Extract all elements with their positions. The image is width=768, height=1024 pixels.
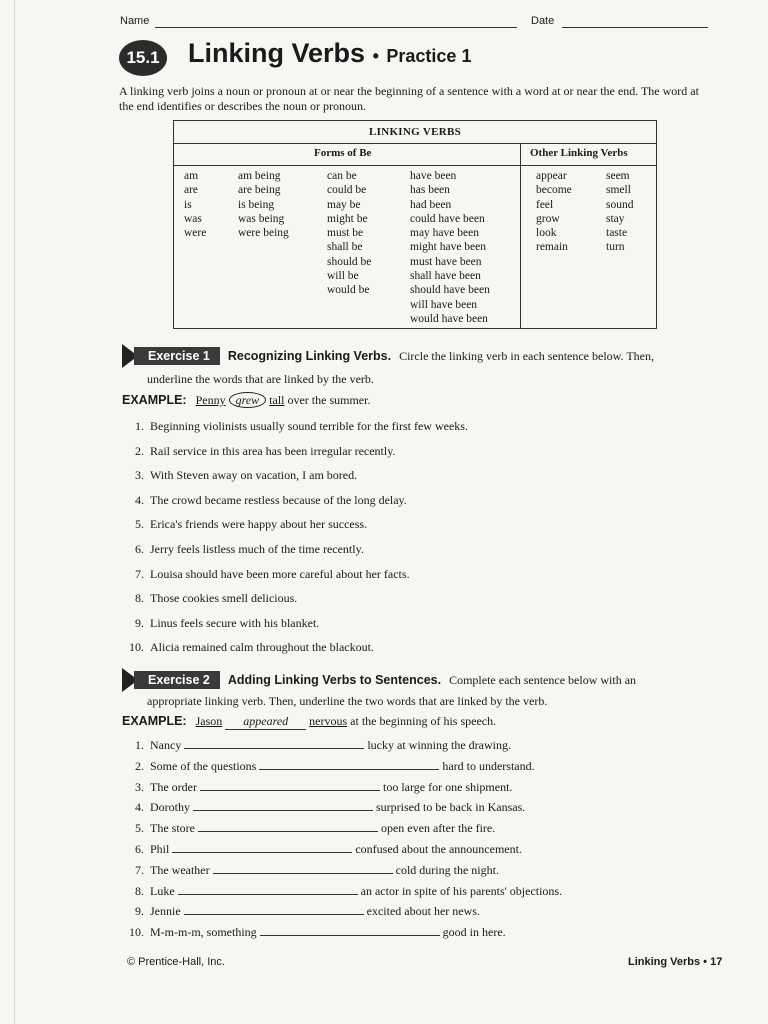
table-cell: would be (327, 284, 370, 297)
list-item[interactable]: 3. With Steven away on vacation, I am bored. (135, 468, 358, 483)
table-cell: were (184, 227, 207, 240)
list-item[interactable]: 9. Linus feels secure with his blanket. (135, 615, 320, 630)
table-cell: would have been (410, 312, 488, 325)
table-cell: must be (327, 227, 364, 240)
footer-page-number: Linking Verbs • 17 (628, 956, 723, 968)
name-label: Name (120, 15, 150, 27)
table-col-3 (327, 169, 371, 298)
exercise2-title: Adding Linking Verbs to Sentences. (227, 673, 442, 687)
table-cell: can be (327, 170, 357, 182)
exercise1-header (122, 344, 654, 368)
table-cell: was being (238, 212, 285, 225)
example-circled-verb: grew (229, 392, 267, 408)
answer-blank[interactable] (213, 862, 393, 874)
exercise1-desc-cont: underline the words that are linked by the verb. (147, 372, 374, 386)
table-title: LINKING VERBS (174, 121, 656, 144)
title-bullet: • (372, 46, 379, 66)
table-cell: stay (606, 212, 625, 225)
table-cell: are being (238, 184, 281, 197)
list-item[interactable]: 6. Jerry feels listless much of the time recently. (135, 541, 364, 556)
list-item[interactable]: 5. Erica's friends were happy about her success. (135, 517, 368, 532)
example-subject: Jason (195, 714, 223, 728)
answer-blank[interactable] (178, 883, 358, 895)
table-col-6 (606, 169, 633, 255)
list-item[interactable]: 7. Louisa should have been more careful about her facts. (135, 566, 410, 581)
table-cell: seem (606, 170, 630, 182)
table-cell: may have been (410, 227, 479, 240)
example-label: EXAMPLE: (122, 714, 187, 728)
table-cell: shall have been (410, 270, 481, 283)
table-cell: was (184, 212, 202, 225)
table-cell: might be (327, 212, 368, 225)
date-label: Date (531, 15, 555, 27)
table-cell: grow (536, 212, 560, 225)
table-cell: look (536, 227, 557, 240)
table-cell: could be (327, 184, 367, 197)
intro-paragraph: A linking verb joins a noun or pronoun at or near the beginning of a sentence with a word at or near the end. The word at the end identifies or describes the noun or pronoun. (119, 84, 699, 113)
table-cell: shall be (327, 241, 363, 254)
list-item: 4. Dorothy surprised to be back in Kansas. (135, 800, 526, 815)
table-cell: is being (238, 198, 275, 211)
list-item[interactable]: 10. Alicia remained calm throughout the blackout. (129, 640, 374, 655)
exercise2-list (122, 737, 562, 945)
table-cell: have been (410, 170, 457, 182)
list-item: 9. Jennie excited about her news. (135, 904, 480, 919)
table-cell: am being (238, 170, 281, 182)
table-cell: had been (410, 198, 452, 211)
answer-blank[interactable] (259, 758, 439, 770)
list-item: 7. The weather cold during the night. (135, 862, 499, 877)
table-cell: may be (327, 198, 361, 211)
table-divider (520, 143, 521, 328)
table-col-2 (238, 169, 289, 240)
answer-blank[interactable] (184, 737, 364, 749)
exercise2-header (122, 668, 636, 692)
table-cell: sound (606, 198, 634, 211)
exercise2-desc: Complete each sentence below with an (449, 672, 637, 687)
table-cell: am (184, 170, 199, 182)
exercise1-example (122, 393, 370, 408)
table-cell: should have been (410, 284, 490, 297)
list-item: 1. Nancy lucky at winning the drawing. (135, 738, 511, 752)
table-cell: should be (327, 255, 372, 268)
example-rest: over the summer. (287, 393, 371, 407)
table-cell: feel (536, 198, 554, 211)
page-margin-line (14, 0, 15, 1024)
table-col-4 (410, 169, 490, 326)
section-badge: 15.1 (119, 40, 167, 76)
answer-blank[interactable] (200, 779, 380, 791)
table-cell: might have been (410, 241, 487, 254)
date-field[interactable] (562, 27, 708, 28)
example-subject: Penny (195, 393, 226, 407)
example-rest: at the beginning of his speech. (350, 714, 497, 728)
linking-verbs-table (173, 120, 657, 329)
other-verbs-header: Other Linking Verbs (530, 147, 628, 159)
table-col-1 (184, 169, 206, 240)
name-field[interactable] (155, 27, 517, 28)
exercise1-desc: Circle the linking verb in each sentence below. Then, (399, 348, 654, 363)
answer-blank[interactable] (193, 799, 373, 811)
exercise2-desc-cont: appropriate linking verb. Then, underline the two words that are linked by the verb. (147, 694, 548, 708)
table-cell: could have been (410, 212, 485, 225)
table-cell: are (184, 184, 199, 197)
list-item: 8. Luke an actor in spite of his parents' objections. (135, 883, 563, 898)
list-item: 10. M-m-m-m, something good in here. (129, 925, 506, 940)
exercise1-list (122, 419, 468, 665)
list-item: 2. Some of the questions hard to understand. (135, 758, 535, 773)
example-complement: nervous (309, 714, 348, 728)
list-item: 5. The store open even after the fire. (135, 821, 496, 836)
table-cell: taste (606, 227, 628, 240)
table-cell: were being (238, 227, 289, 240)
forms-of-be-header: Forms of Be (314, 147, 372, 159)
table-cell: smell (606, 184, 631, 197)
table-col-5 (536, 169, 572, 255)
table-cell: will be (327, 270, 359, 283)
page-title (188, 38, 471, 69)
exercise1-label: Exercise 1 (134, 347, 220, 365)
list-item: 6. Phil confused about the announcement. (135, 841, 522, 856)
table-cell: will have been (410, 298, 478, 311)
table-cell: has been (410, 184, 450, 197)
answer-blank[interactable] (198, 820, 378, 832)
exercise2-label: Exercise 2 (134, 671, 220, 689)
list-item[interactable]: 4. The crowd became restless because of the long delay. (135, 492, 407, 507)
table-cell: is (184, 198, 192, 211)
table-cell: turn (606, 241, 625, 254)
answer-blank[interactable] (260, 924, 440, 936)
title-main: Linking Verbs (188, 38, 366, 68)
list-item[interactable]: 1. Beginning violinists usually sound terrible for the first few weeks. (135, 419, 468, 433)
example-complement: tall (269, 393, 285, 407)
answer-blank[interactable] (184, 903, 364, 915)
title-subtitle: Practice 1 (386, 46, 472, 66)
table-cell: must have been (410, 255, 482, 268)
exercise1-title: Recognizing Linking Verbs. (227, 349, 392, 363)
table-cell: become (536, 184, 572, 197)
example-filled-verb: appeared (225, 714, 306, 730)
footer-copyright: © Prentice-Hall, Inc. (127, 956, 225, 968)
table-cell: appear (536, 170, 567, 182)
list-item[interactable]: 8. Those cookies smell delicious. (135, 591, 298, 606)
exercise2-example (122, 714, 496, 730)
example-label: EXAMPLE: (122, 393, 187, 407)
answer-blank[interactable] (172, 841, 352, 853)
list-item[interactable]: 2. Rail service in this area has been irregular recently. (135, 443, 396, 458)
table-cell: remain (536, 241, 568, 254)
list-item: 3. The order too large for one shipment. (135, 779, 513, 794)
